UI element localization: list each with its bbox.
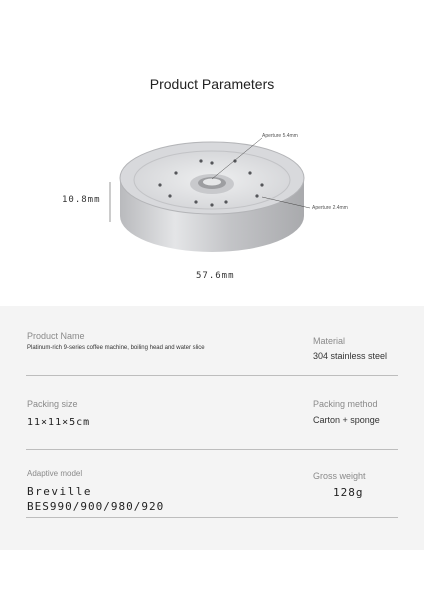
packing-size-label: Packing size [27, 399, 78, 409]
gross-weight-label: Gross weight [313, 471, 366, 481]
packing-method-value: Carton + sponge [313, 415, 380, 425]
adaptive-model-label: Adaptive model [27, 469, 83, 478]
spec-panel [0, 306, 424, 550]
packing-method-label: Packing method [313, 399, 378, 409]
packing-size-value: 11×11×5cm [27, 417, 91, 428]
gross-weight-value: 128g [333, 486, 364, 499]
width-dimension-label: 57.6mm [196, 271, 235, 281]
product-name-value: Platinum-rich 9-series coffee machine, boiling head and water slice [27, 345, 205, 351]
divider [26, 375, 398, 376]
divider [26, 517, 398, 518]
aperture-top-label: Aperture 5.4mm [262, 133, 298, 139]
height-dimension-label: 10.8mm [62, 195, 101, 205]
shower-screen-illustration [100, 130, 324, 260]
page-title: Product Parameters [149, 76, 275, 92]
divider [26, 449, 398, 450]
adaptive-model-numbers: BES990/900/980/920 [27, 500, 165, 513]
adaptive-model-brand: Breville [27, 485, 92, 498]
material-label: Material [313, 336, 346, 346]
aperture-side-label: Aperture 2.4mm [312, 205, 348, 211]
material-value: 304 stainless steel [313, 351, 388, 361]
product-name-label: Product Name [27, 331, 85, 341]
